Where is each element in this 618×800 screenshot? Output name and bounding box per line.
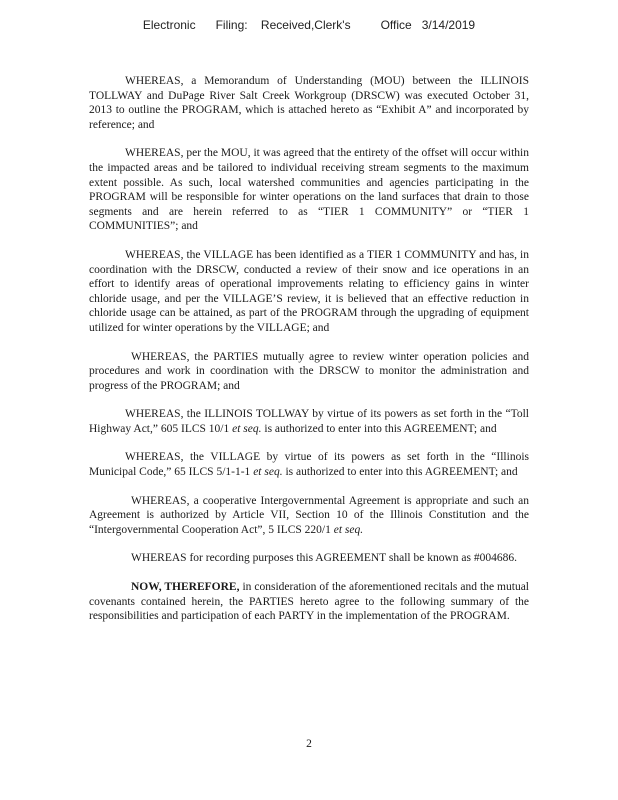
recital-intergovernmental-paragraph: [89, 494, 529, 538]
electronic-filing-header: Electronic Filing: Received,Clerk's Office 3/14/2019: [142, 18, 476, 32]
now-therefore-lead: NOW, THEREFORE,: [131, 581, 240, 594]
recital-intergov-italic: et seq.: [333, 523, 364, 536]
agreement-recitals: [89, 74, 529, 624]
recital-recording-paragraph: WHEREAS for recording purposes this AGREEMENT shall be known as #004686.: [131, 552, 517, 565]
recital-tollway-powers-paragraph: [89, 407, 529, 436]
recital-tollway-text: WHEREAS, the ILLINOIS TOLLWAY by virtue of its powers as set forth in the “Toll Highway Act,” 605 ILCS 10/1: [89, 408, 529, 435]
recital-village-tier1-paragraph: WHEREAS, the VILLAGE has been identified as a TIER 1 COMMUNITY and has, in coordination with the DRSCW, conducted a review of their snow and ice operations in an effort to identify areas of operational improvements relating to efficiency gains in winter chloride usage, and per the VILLAGE’S review, it is believed that an effective reduction in chloride usage can be attained, as part of the PROGRAM through the upgrading of equipment utilized for winter operations by the VILLAGE; and: [89, 248, 529, 334]
recital-village-text: WHEREAS, the VILLAGE by virtue of its powers as set forth in the “Illinois Municipal Code,” 65 ILCS 5/1-1-1: [89, 451, 529, 479]
page-number: 2: [306, 738, 312, 750]
recital-intergov-text: WHEREAS, a cooperative Intergovernmental Agreement is appropriate and such an Agreement is authorized by Article VII, Section 10 of the Illinois Constitution and the “Intergovernmental Cooperation Act”, 5 ILCS 220/1: [89, 494, 529, 536]
recital-village-text-end: is authorized to enter into this AGREEMENT; and: [282, 466, 518, 479]
recital-village-powers-paragraph: [89, 450, 529, 479]
recital-village-italic: et seq.: [253, 466, 283, 479]
recital-tollway-italic: et seq.: [232, 422, 262, 435]
recital-offset-paragraph: WHEREAS, per the MOU, it was agreed that the entirety of the offset will occur within the impacted areas and be tailored to individual receiving stream segments to the maximum extent possible. As such, local watershed communities and agencies participating in the PROGRAM will be responsible for winter operations on the land surfaces that drain to those segments and are herein referred to as “TIER 1 COMMUNITY” or “TIER 1 COMMUNITIES”; and: [89, 147, 529, 233]
recital-parties-review-paragraph: WHEREAS, the PARTIES mutually agree to review winter operation policies and procedures and work in coordination with the DRSCW to monitor the administration and progress of the PROGRAM; and: [89, 350, 529, 392]
recital-tollway-text-end: is authorized to enter into this AGREEMENT; and: [261, 422, 497, 435]
recital-mou-paragraph: WHEREAS, a Memorandum of Understanding (MOU) between the ILLINOIS TOLLWAY and DuPage River Salt Creek Workgroup (DRSCW) was executed October 31, 2013 to outline the PROGRAM, which is attached hereto as “Exhibit A” and incorporated by reference; and: [89, 75, 529, 131]
now-therefore-paragraph: NOW, THEREFORE, in consideration of the aforementioned recitals and the mutual covenants contained herein, the PARTIES hereto agree to the following summary of the responsibilities and participation of each PARTY in the implementation of the PROGRAM.: [89, 581, 529, 623]
